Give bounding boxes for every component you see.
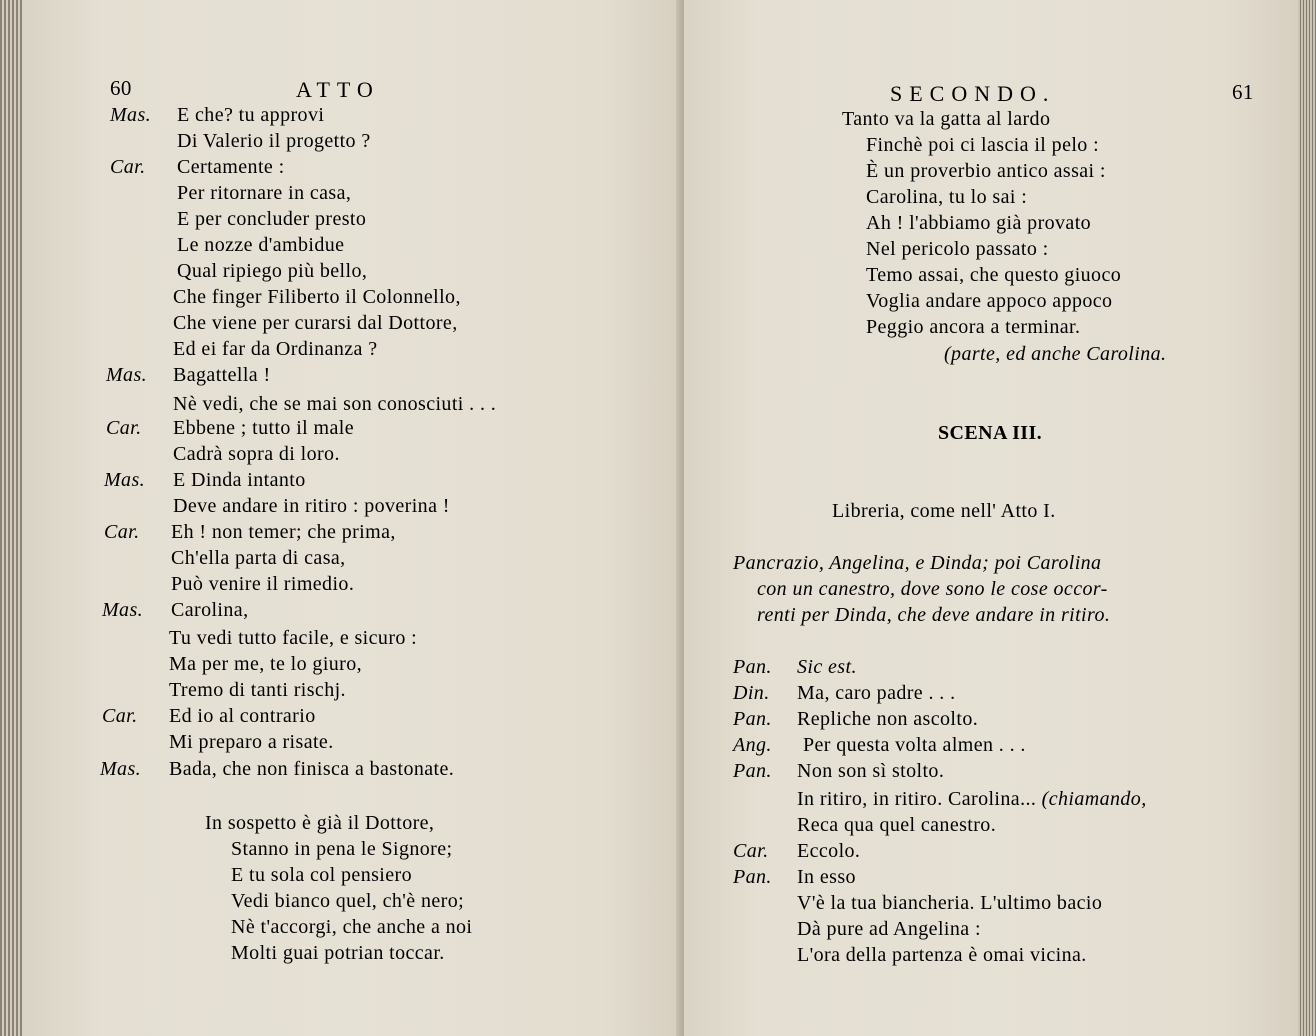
dialogue-line: Che viene per curarsi dal Dottore, — [173, 312, 458, 334]
dialogue-line: Bada, che non finisca a bastonate. — [169, 758, 455, 780]
dialogue-line: Sic est. — [797, 656, 857, 678]
verse-line: Finchè poi ci lascia il pelo : — [866, 134, 1100, 156]
left-page-number: 60 — [110, 76, 132, 100]
dialogue-line: Carolina, — [171, 599, 249, 621]
dialogue-line: Ma per me, te lo giuro, — [169, 653, 363, 675]
verse-line: E tu sola col pensiero — [231, 864, 412, 886]
dialogue-line: Per ritornare in casa, — [177, 182, 352, 204]
stage-direction: (parte, ed anche Carolina. — [944, 343, 1167, 365]
dialogue-line: Nè vedi, che se mai son conosciuti . . . — [173, 393, 497, 415]
dialogue-line: Ch'ella parta di casa, — [171, 547, 346, 569]
dialogue-line: Cadrà sopra di loro. — [173, 443, 340, 465]
dialogue-line: Ma, caro padre . . . — [797, 682, 956, 704]
dialogue-line: Deve andare in ritiro : poverina ! — [173, 495, 450, 517]
speaker: Mas. — [100, 758, 142, 780]
verse-line: Temo assai, che questo giuoco — [866, 264, 1122, 286]
dialogue-line: Può venire il rimedio. — [171, 573, 355, 595]
verse-line: Carolina, tu lo sai : — [866, 186, 1028, 208]
right-running-header: SECONDO. — [890, 81, 1056, 106]
verse-line: Peggio ancora a terminar. — [866, 316, 1081, 338]
dialogue-line: E che? tu approvi — [177, 104, 325, 126]
dialogue-line: L'ora della partenza è omai vicina. — [797, 944, 1087, 966]
verse-line: In sospetto è già il Dottore, — [205, 812, 435, 834]
dialogue-line: Ed ei far da Ordinanza ? — [173, 338, 378, 360]
character-line: con un canestro, dove sono le cose occor- — [757, 578, 1108, 600]
verse-line: Nè t'accorgi, che anche a noi — [231, 916, 473, 938]
speaker: Pan. — [733, 656, 772, 678]
right-page-number: 61 — [1232, 80, 1254, 104]
character-line: Pancrazio, Angelina, e Dinda; poi Carolina — [733, 552, 1102, 574]
speaker: Mas. — [104, 469, 146, 491]
dialogue-line: Tu vedi tutto facile, e sicuro : — [169, 627, 418, 649]
dialogue-line: Eccolo. — [797, 840, 861, 862]
verse-line: Ah ! l'abbiamo già provato — [866, 212, 1092, 234]
speaker: Pan. — [733, 866, 772, 888]
dialogue-text: In ritiro, in ritiro. Carolina... — [797, 788, 1042, 810]
dialogue-line: Eh ! non temer; che prima, — [171, 521, 396, 543]
dialogue-line: Mi preparo a risate. — [169, 731, 334, 753]
dialogue-line: Per questa volta almen . . . — [803, 734, 1026, 756]
dialogue-line: Repliche non ascolto. — [797, 708, 979, 730]
aside-direction: (chiamando, — [1041, 788, 1147, 810]
speaker: Pan. — [733, 708, 772, 730]
dialogue-line: In esso — [797, 866, 856, 888]
verse-line: Molti guai potrian toccar. — [231, 942, 445, 964]
dialogue-line: E Dinda intanto — [173, 469, 306, 491]
dialogue-line: Dà pure ad Angelina : — [797, 918, 981, 940]
speaker: Mas. — [102, 599, 144, 621]
speaker: Pan. — [733, 760, 772, 782]
speaker: Car. — [110, 156, 146, 178]
left-running-header: ATTO — [296, 77, 380, 102]
dialogue-line: Di Valerio il progetto ? — [177, 130, 371, 152]
page-edges-right — [1298, 0, 1316, 1036]
speaker: Car. — [733, 840, 769, 862]
speaker: Car. — [102, 705, 138, 727]
dialogue-line: E per concluder presto — [177, 208, 367, 230]
verse-line: È un proverbio antico assai : — [866, 160, 1106, 182]
dialogue-line: Certamente : — [177, 156, 285, 178]
verse-line: Stanno in pena le Signore; — [231, 838, 453, 860]
speaker: Mas. — [106, 364, 148, 386]
speaker: Din. — [733, 682, 770, 704]
verse-line: Vedi bianco quel, ch'è nero; — [231, 890, 465, 912]
dialogue-line: Ebbene ; tutto il male — [173, 417, 354, 439]
dialogue-line: Reca qua quel canestro. — [797, 814, 997, 836]
dialogue-line: V'è la tua biancheria. L'ultimo bacio — [797, 892, 1103, 914]
dialogue-line: Tremo di tanti rischj. — [169, 679, 346, 701]
dialogue-line: Qual ripiego più bello, — [177, 260, 368, 282]
dialogue-line: Che finger Filiberto il Colonnello, — [173, 286, 461, 308]
scene-title: SCENA III. — [938, 422, 1043, 444]
dialogue-line: Le nozze d'ambidue — [177, 234, 345, 256]
character-line: renti per Dinda, che deve andare in ritiro. — [757, 604, 1111, 626]
speaker: Car. — [104, 521, 140, 543]
speaker: Ang. — [733, 734, 772, 756]
page-edges-left — [0, 0, 24, 1036]
speaker: Car. — [106, 417, 142, 439]
verse-line: Tanto va la gatta al lardo — [842, 108, 1051, 130]
scene-setting: Libreria, come nell' Atto I. — [832, 500, 1056, 522]
dialogue-line — [797, 787, 1147, 811]
dialogue-line: Ed io al contrario — [169, 705, 316, 727]
dialogue-line: Bagattella ! — [173, 364, 271, 386]
verse-line: Nel pericolo passato : — [866, 238, 1049, 260]
speaker: Mas. — [110, 104, 152, 126]
verse-line: Voglia andare appoco appoco — [866, 290, 1113, 312]
dialogue-line: Non son sì stolto. — [797, 760, 945, 782]
